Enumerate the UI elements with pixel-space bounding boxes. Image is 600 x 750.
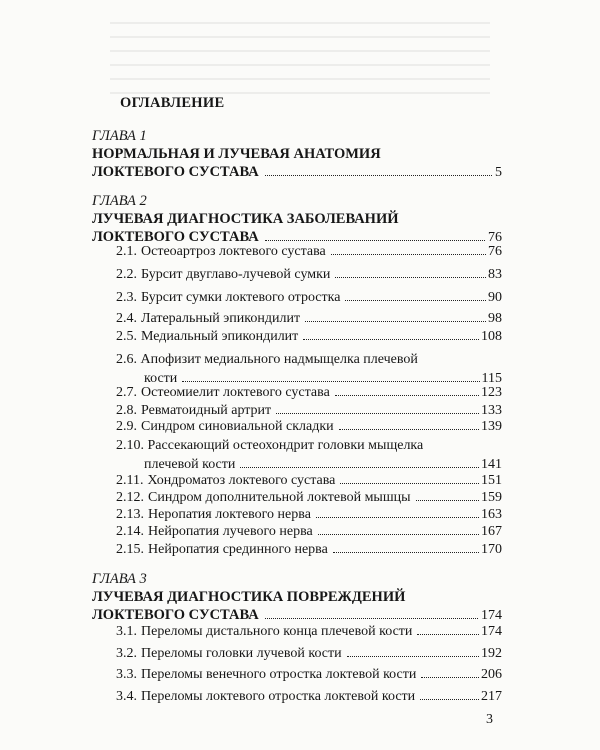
entry-number: 2.4. (116, 311, 137, 326)
leader-dots (333, 552, 479, 553)
entry-title: Остеомиелит локтевого сустава (141, 385, 330, 400)
leader-dots (335, 395, 479, 396)
leader-dots (276, 413, 479, 414)
chapter-title-line: НОРМАЛЬНАЯ И ЛУЧЕВАЯ АНАТОМИЯ (92, 146, 381, 162)
entry-page: 76 (488, 244, 502, 259)
entry-page: 163 (481, 507, 502, 522)
entry-title: Бурсит сумки локтевого отростка (141, 290, 341, 305)
entry-title: Неропатия локтевого нерва (148, 507, 311, 522)
entry-number: 2.7. (116, 385, 137, 400)
toc-entry (116, 645, 502, 662)
entry-title: Синдром синовиальной складки (141, 419, 334, 434)
entry-number: 3.1. (116, 624, 137, 639)
entry-page: 206 (481, 667, 502, 682)
entry-number: 3.4. (116, 689, 137, 704)
entry-number: 2.10. (116, 438, 144, 453)
entry-number: 2.2. (116, 267, 137, 282)
entry-number: 2.5. (116, 329, 137, 344)
entry-page: 170 (481, 542, 502, 557)
entry-page: 133 (481, 403, 502, 418)
entry-title-cont: плечевой кости (144, 457, 236, 472)
leader-dots (265, 240, 485, 241)
entry-title: Остеоартроз локтевого сустава (141, 244, 326, 259)
entry-number: 2.12. (116, 490, 144, 505)
entry-page: 90 (488, 290, 502, 305)
chapter-title-line: ЛОКТЕВОГО СУСТАВА (92, 607, 259, 623)
toc-entry (116, 310, 502, 327)
entry-title: Нейропатия лучевого нерва (148, 524, 313, 539)
leader-dots (240, 467, 479, 468)
entry-page: 141 (481, 457, 502, 472)
leader-dots (340, 483, 479, 484)
entry-number: 2.11. (116, 473, 144, 488)
toc-entry (116, 666, 502, 683)
entry-page: 151 (481, 473, 502, 488)
entry-title: Переломы дистального конца плечевой кости (141, 624, 413, 639)
leader-dots (265, 175, 492, 176)
entry-title: Латеральный эпикондилит (141, 311, 301, 326)
entry-number: 2.15. (116, 542, 144, 557)
chapter-title-line: ЛОКТЕВОГО СУСТАВА (92, 164, 259, 180)
chapter-title-line: ЛУЧЕВАЯ ДИАГНОСТИКА ЗАБОЛЕВАНИЙ (92, 211, 399, 227)
toc-entry (116, 289, 502, 306)
toc-entry (116, 436, 502, 474)
chapter-label: ГЛАВА 2 (92, 193, 147, 209)
chapter-label: ГЛАВА 1 (92, 128, 147, 144)
toc-entry (116, 506, 502, 523)
entry-number: 2.3. (116, 290, 137, 305)
leader-dots (420, 699, 479, 700)
chapter-page: 174 (481, 608, 502, 623)
entry-title: Нейропатия срединного нерва (148, 542, 328, 557)
chapter-title-line: ЛУЧЕВАЯ ДИАГНОСТИКА ПОВРЕЖДЕНИЙ (92, 589, 406, 605)
entry-title: Переломы венечного отростка локтевой кости (141, 667, 417, 682)
leader-dots (305, 321, 486, 322)
entry-line (116, 350, 502, 369)
entry-title: Медиальный эпикондилит (141, 329, 299, 344)
entry-number: 3.3. (116, 667, 137, 682)
toc-entry (116, 472, 502, 489)
page-number: 3 (486, 712, 493, 727)
leader-dots (182, 381, 479, 382)
toc-entry (116, 418, 502, 435)
entry-page: 167 (481, 524, 502, 539)
chapter-1 (92, 128, 502, 182)
entry-number: 2.9. (116, 419, 137, 434)
entry-page: 159 (481, 490, 502, 505)
toc-entry (116, 402, 502, 419)
entry-title: Синдром дополнительной локтевой мышцы (148, 490, 411, 505)
entry-line (116, 436, 502, 455)
leader-dots (421, 677, 479, 678)
chapter-label: ГЛАВА 3 (92, 571, 147, 587)
toc-entry (116, 328, 502, 345)
chapter-page: 5 (495, 165, 502, 180)
entry-page: 217 (481, 689, 502, 704)
leader-dots (265, 618, 478, 619)
leader-dots (331, 254, 486, 255)
entry-page: 98 (488, 311, 502, 326)
chapter-title-line: ЛОКТЕВОГО СУСТАВА (92, 229, 259, 245)
entry-title-cont: кости (144, 371, 178, 386)
entry-page: 108 (481, 329, 502, 344)
toc-entry (116, 489, 502, 506)
chapter-2 (92, 193, 502, 247)
entry-number: 2.1. (116, 244, 137, 259)
entry-title: Хондроматоз локтевого сустава (147, 473, 336, 488)
entry-page: 115 (481, 371, 502, 386)
toc-title: ОГЛАВЛЕНИЕ (120, 95, 225, 111)
toc-entry (116, 350, 502, 388)
entry-title: Рассекающий остеохондрит головки мыщелка (147, 438, 424, 453)
toc-entry (116, 266, 502, 283)
entry-page: 174 (481, 624, 502, 639)
leader-dots (417, 634, 479, 635)
leader-dots (318, 534, 479, 535)
leader-dots (345, 300, 486, 301)
entry-title: Переломы локтевого отростка локтевой кости (141, 689, 416, 704)
toc-entry (116, 243, 502, 260)
entry-page: 83 (488, 267, 502, 282)
entry-title: Апофизит медиального надмыщелка плечевой (140, 352, 418, 367)
entry-number: 2.8. (116, 403, 137, 418)
chapter-3 (92, 571, 502, 625)
leader-dots (347, 656, 479, 657)
entry-title: Переломы головки лучевой кости (141, 646, 342, 661)
leader-dots (416, 500, 479, 501)
toc-entry (116, 523, 502, 540)
entry-number: 3.2. (116, 646, 137, 661)
entry-number: 2.13. (116, 507, 144, 522)
entry-title: Ревматоидный артрит (141, 403, 272, 418)
entry-page: 192 (481, 646, 502, 661)
leader-dots (335, 277, 486, 278)
entry-page: 139 (481, 419, 502, 434)
entry-number: 2.6. (116, 352, 137, 367)
leader-dots (303, 339, 479, 340)
toc-entry (116, 688, 502, 705)
entry-title: Бурсит двуглаво-лучевой сумки (141, 267, 331, 282)
leader-dots (316, 517, 479, 518)
entry-number: 2.14. (116, 524, 144, 539)
leader-dots (339, 429, 479, 430)
toc-entry (116, 623, 502, 640)
toc-entry (116, 541, 502, 558)
toc-entry (116, 384, 502, 401)
chapter-page: 76 (488, 230, 502, 245)
entry-page: 123 (481, 385, 502, 400)
chapter-title-row (92, 163, 502, 182)
